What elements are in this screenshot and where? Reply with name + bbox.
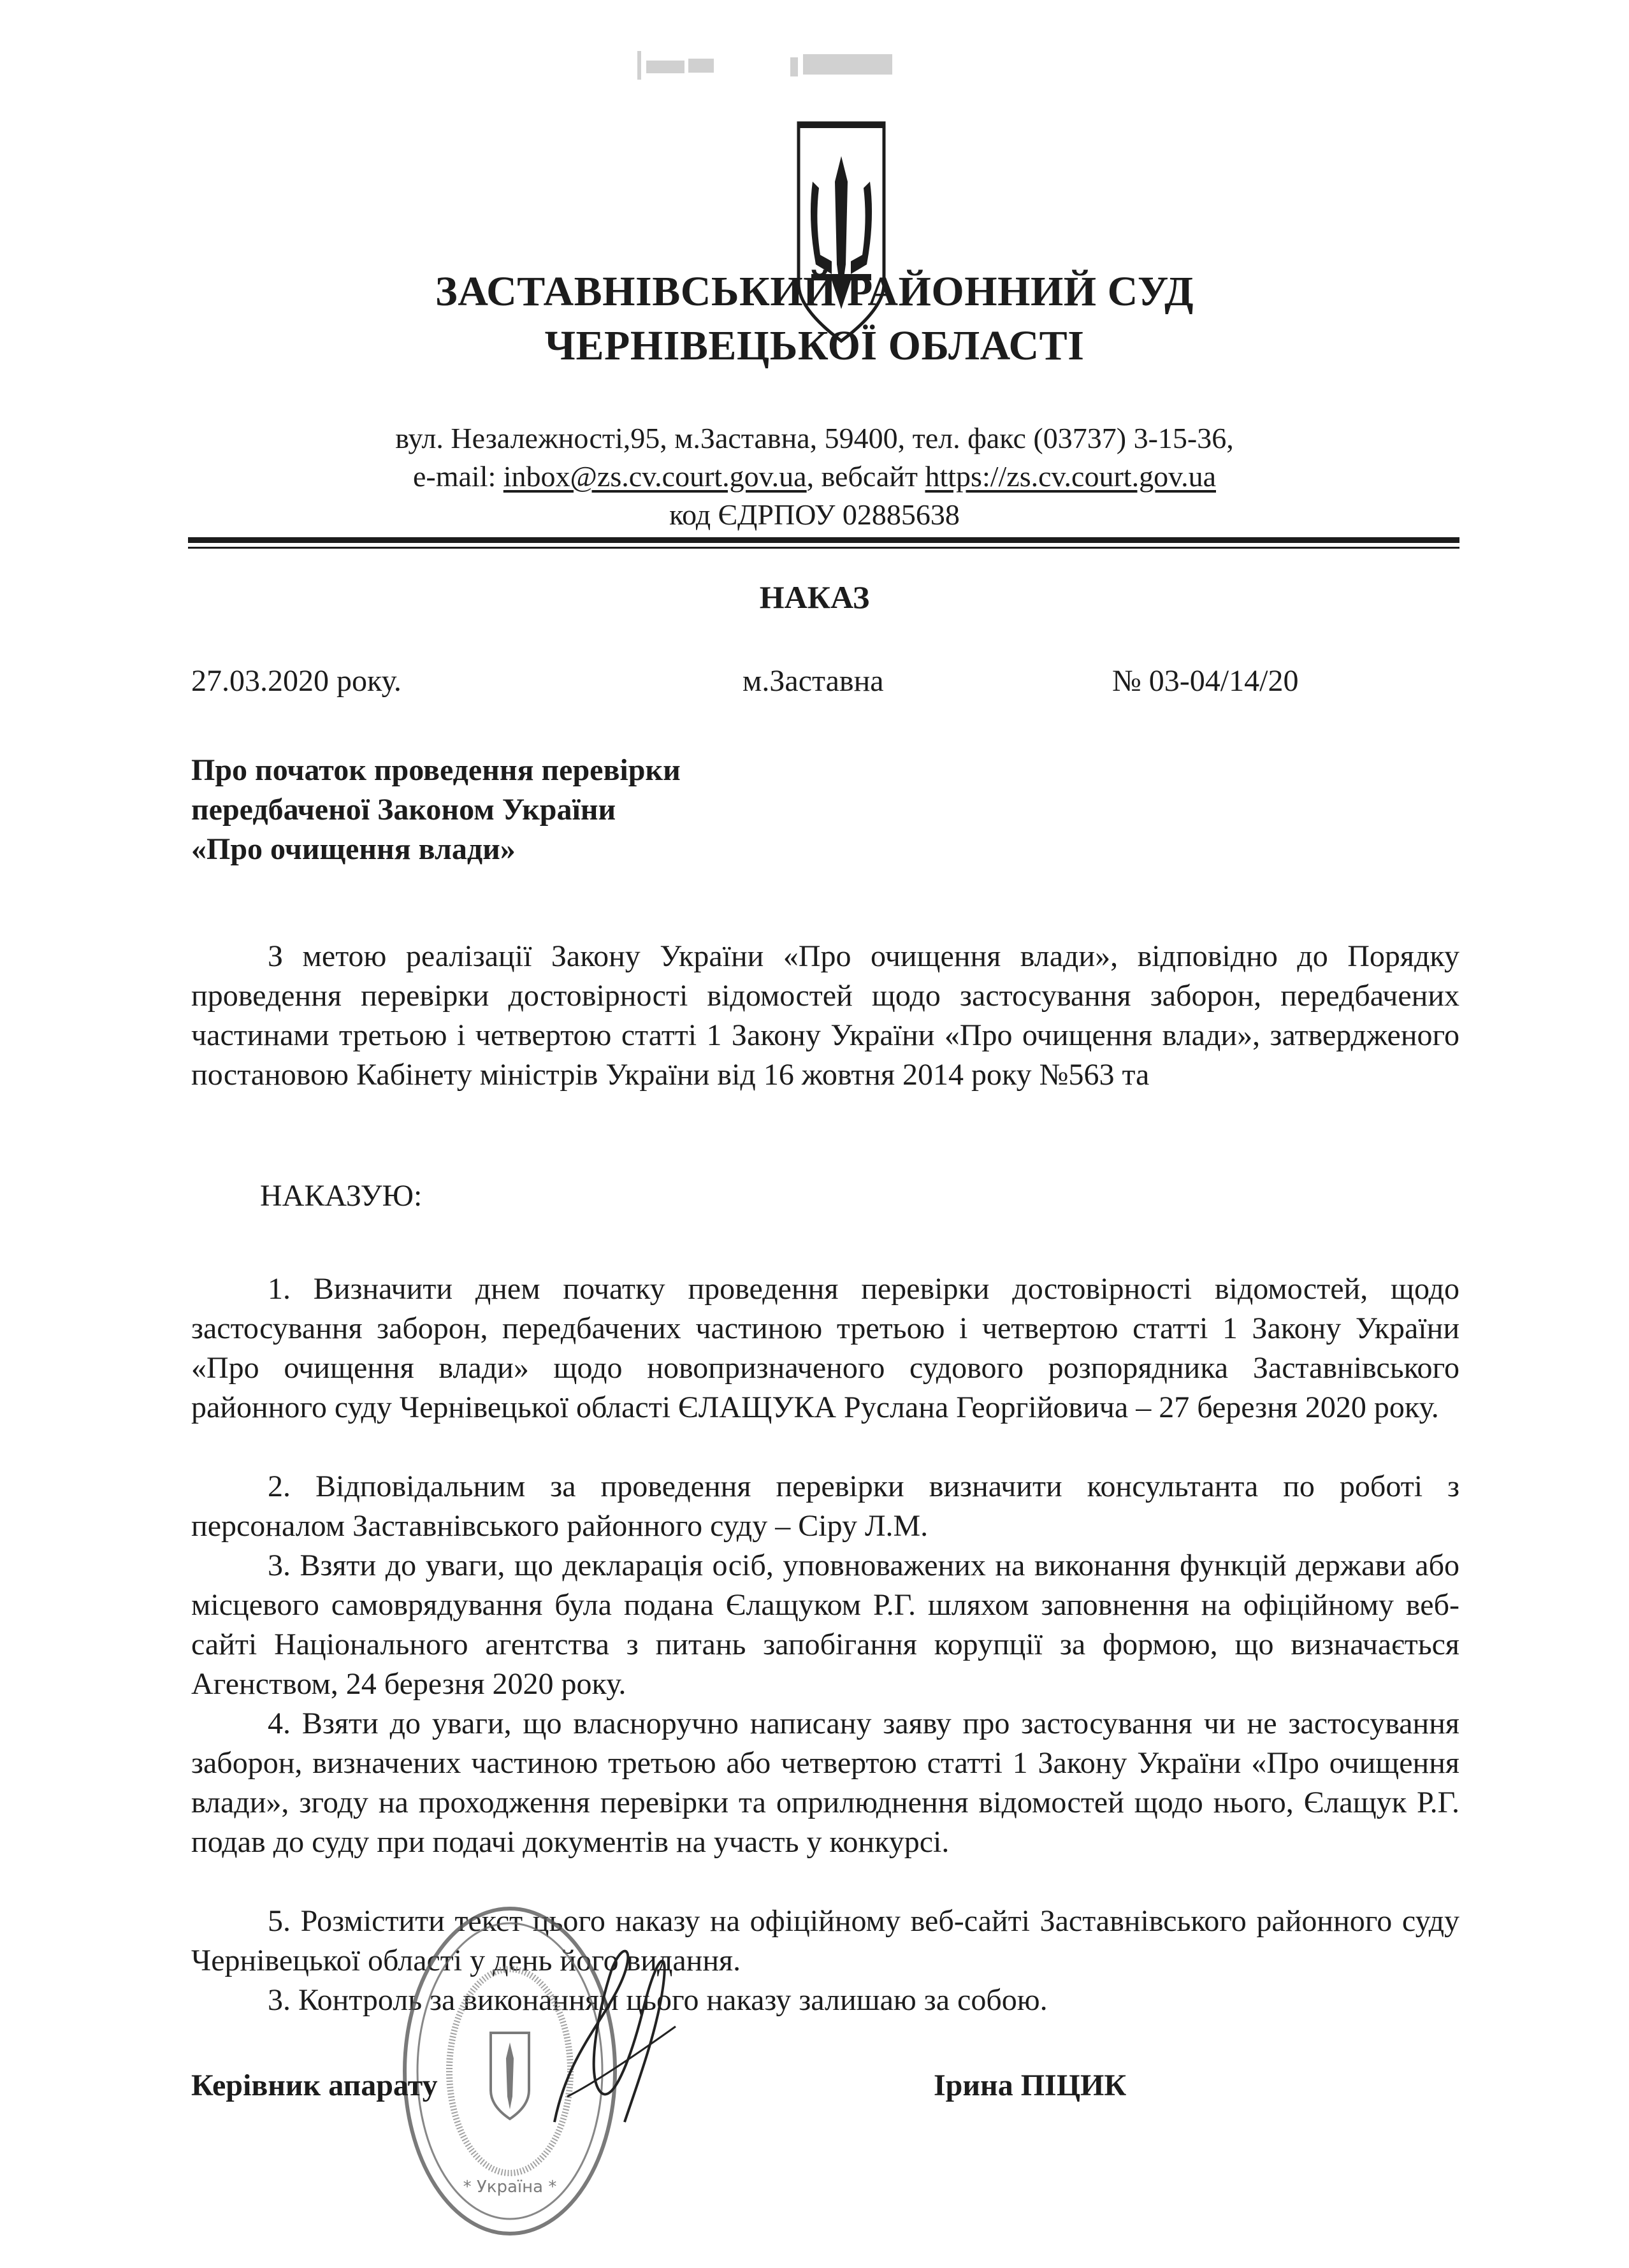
document-city: м.Заставна [742, 664, 884, 698]
document-number: № 03-04/14/20 [1112, 664, 1299, 698]
email-label: e-mail: [412, 460, 503, 493]
email-link[interactable]: inbox@zs.cv.court.gov.ua [503, 460, 807, 493]
order-word: НАКАЗУЮ: [260, 1179, 423, 1213]
court-contacts [0, 462, 1629, 491]
court-name-line1: ЗАСТАВНІВСЬКИЙ РАЙОННИЙ СУД [435, 268, 1194, 315]
signatory-role: Керівник апарату [191, 2069, 438, 2102]
handwritten-signature-icon [542, 1931, 682, 2141]
order-item: 3. Контроль за виконанням цього наказу залишаю за собою. [268, 1983, 1048, 2017]
court-address: вул. Незалежності,95, м.Заставна, 59400, тел. факс (03737) 3-15-36, [395, 422, 1234, 454]
edrpou-code: код ЄДРПОУ 02885638 [669, 498, 960, 531]
signatory-name: Ірина ПІЦИК [934, 2069, 1127, 2102]
preamble-paragraph: З метою реалізації Закону України «Про очищення влади», відповідно до Порядку проведення перевірки достовірності відомостей щодо застосування заборон, передбачених частинами третьою і четвертою статті 1 Закону України «Про очищення влади», затвердженого постановою Кабінету міністрів України від 16 жовтня 2014 року №563 та [191, 939, 1459, 1092]
order-item: 4. Взяти до уваги, що власноручно написану заяву про застосування чи не застосування заборон, визначених частиною третьою або четвертою статті 1 Закону України «Про очищення влади», згоду на проходження перевірки та оприлюднення відомостей щодо нього, Єлащук Р.Г. подав до суду при подачі документів на участь у конкурсі. [191, 1707, 1459, 1859]
website-link[interactable]: https://zs.cv.court.gov.ua [925, 460, 1216, 493]
order-item: 1. Визначити днем початку проведення перевірки достовірності відомостей, щодо застосування заборон, передбачених частиною третьою і четвертою статті 1 Закону України «Про очищення влади» щодо новопризначеного судового розпорядника Заставнівського районного суду Чернівецької області ЄЛАЩУКА Руслана Георгійовича – 27 березня 2020 року. [191, 1272, 1459, 1424]
document-type-title: НАКАЗ [759, 579, 870, 615]
order-item: 2. Відповідальним за проведення перевірки визначити консультанта по роботі з персоналом Заставнівського районного суду – Сіру Л.М. [191, 1470, 1459, 1543]
subject-line: «Про очищення влади» [191, 832, 516, 866]
order-item: 3. Взяти до уваги, що декларація осіб, уповноважених на виконання функцій держави або місцевого самоврядування була подана Єлащуком Р.Г. шляхом заповнення на офіційному веб-сайті Національного агентства з питань запобігання корупції за формою, що визначається Агенством, 24 березня 2020 року. [191, 1549, 1459, 1701]
header-divider-thick [188, 537, 1459, 543]
document-date: 27.03.2020 року. [191, 664, 402, 698]
document-subject [191, 751, 829, 869]
header-divider-thin [188, 547, 1459, 549]
website-label: , вебсайт [806, 460, 925, 493]
svg-text:* Україна *: * Україна * [463, 2178, 557, 2197]
court-name-line2: ЧЕРНІВЕЦЬКОЇ ОБЛАСТІ [544, 322, 1085, 369]
scan-artifact-icon [637, 45, 905, 83]
order-item: 5. Розмістити текст цього наказу на офіційному веб-сайті Заставнівського районного суду Чернівецької області у день його видання. [191, 1904, 1459, 1977]
subject-line: Про початок проведення перевірки [191, 753, 681, 787]
subject-line: передбаченої Законом України [191, 793, 616, 827]
